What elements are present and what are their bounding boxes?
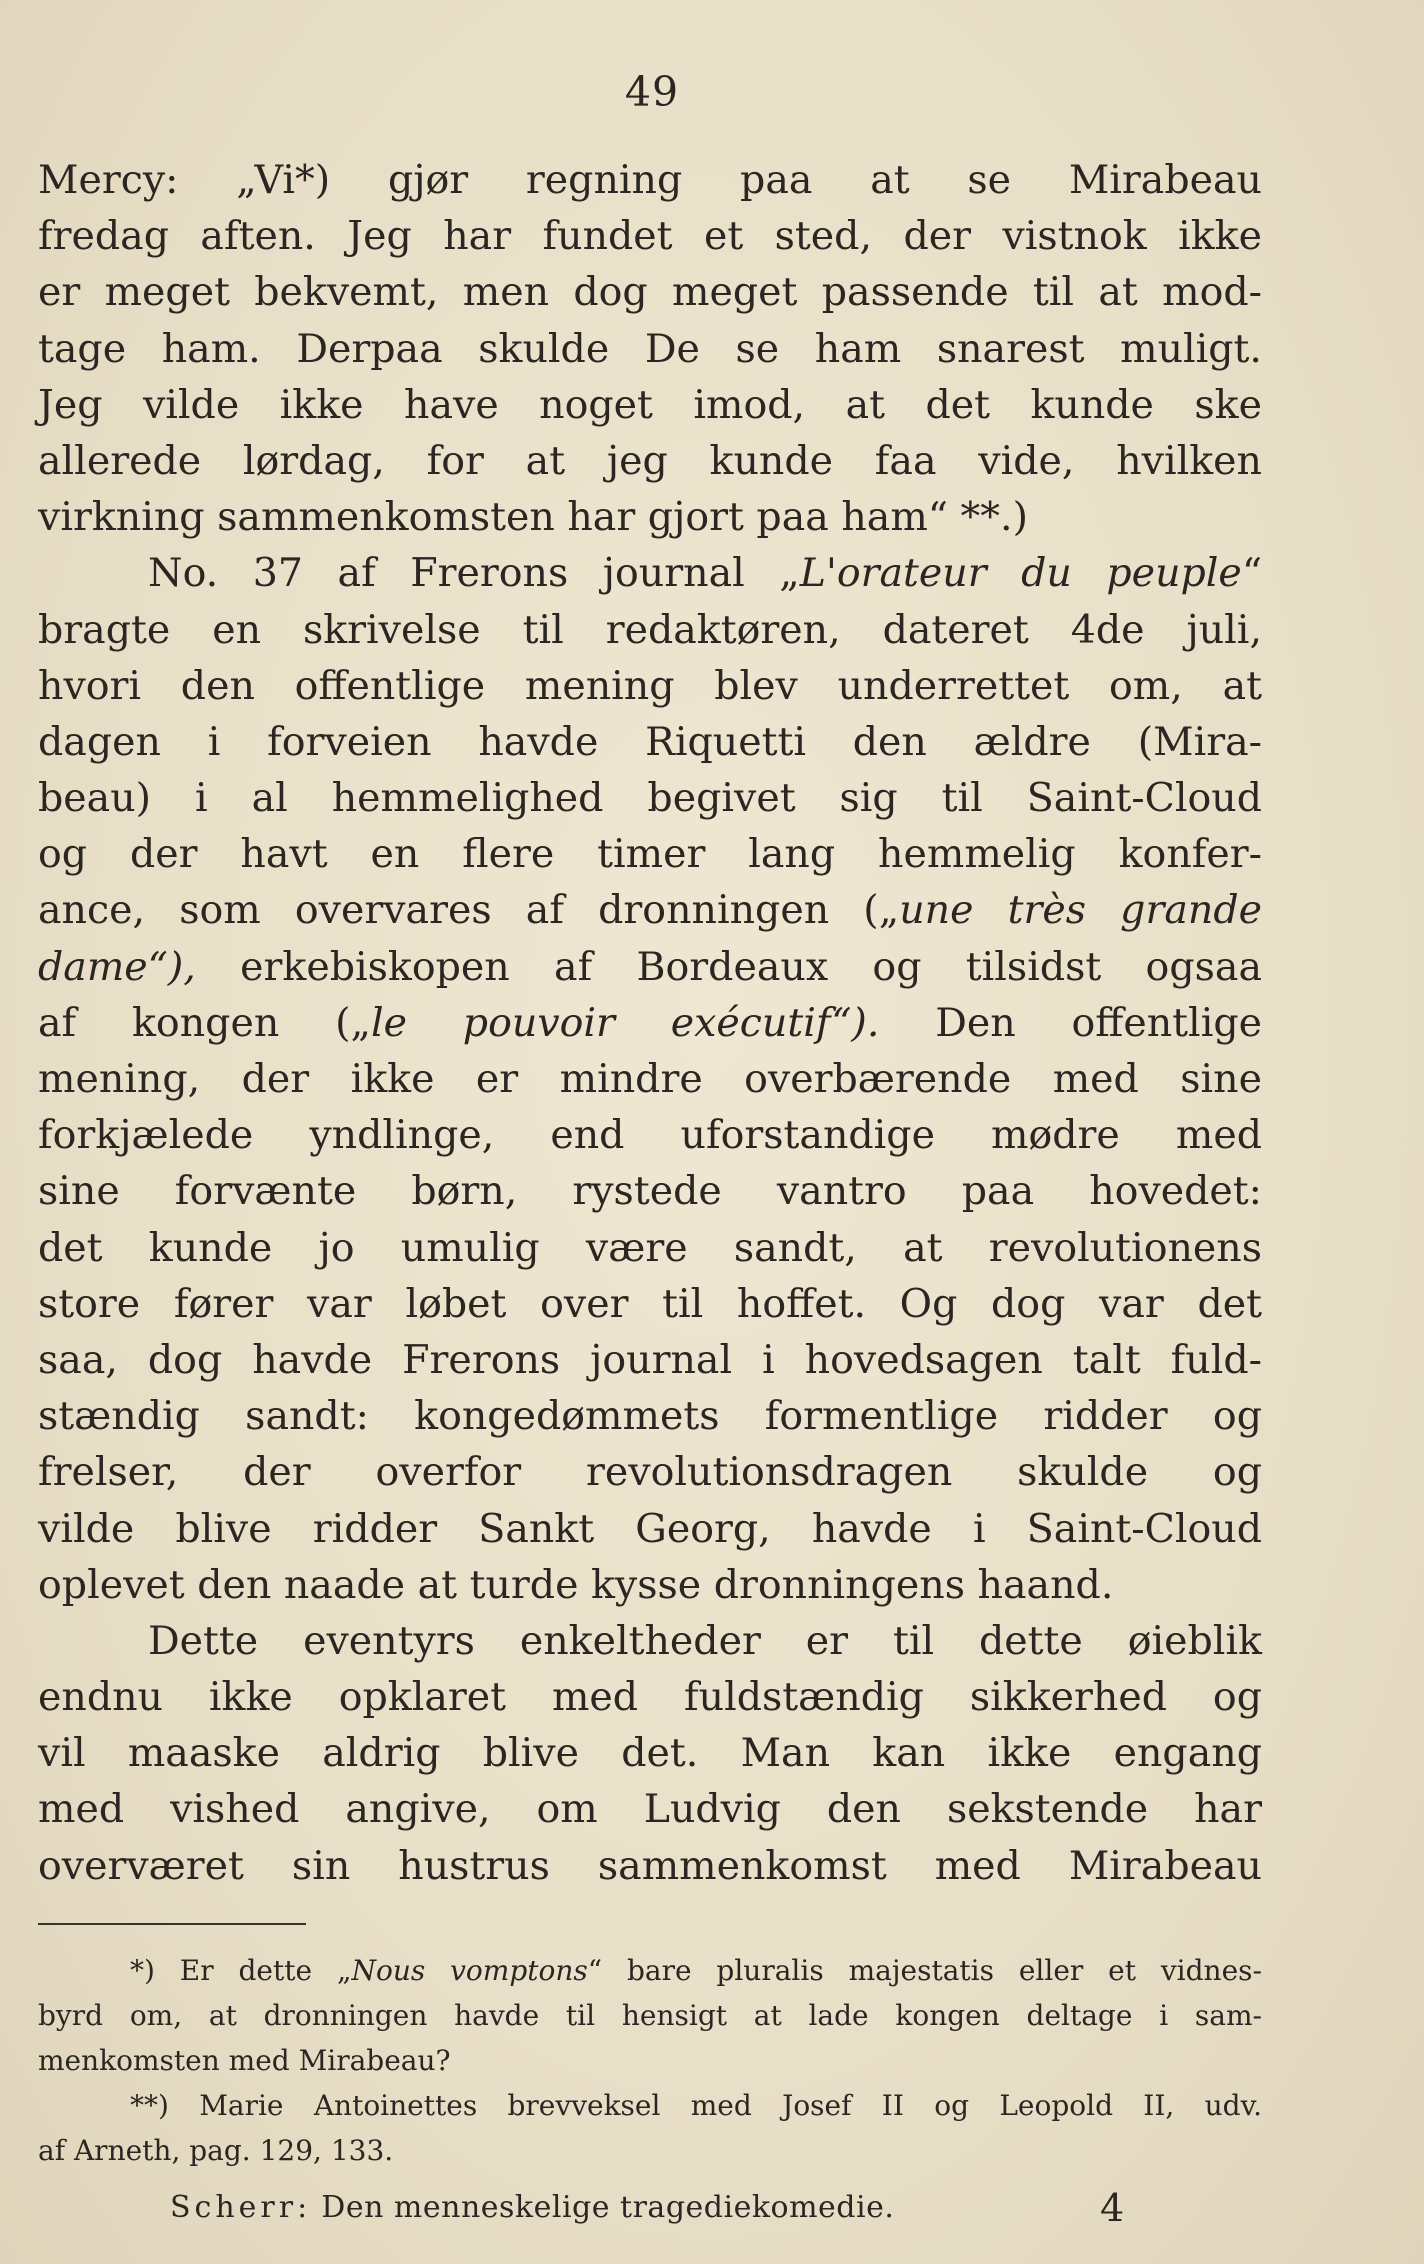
footnote-line: **) Marie Antoinettes brevveksel med Josef II og Leopold II, udv. — [130, 2089, 1262, 2122]
text-line — [38, 545, 1262, 601]
text-line — [38, 882, 1262, 938]
italic-segment: dame“), — [38, 943, 241, 990]
text-line: det kunde jo umulig være sandt, at revolutionens — [38, 1224, 1262, 1271]
body-text — [38, 152, 1262, 1894]
footnotes — [38, 1948, 1262, 2173]
italic-segment: L'orateur du peuple — [799, 550, 1242, 597]
text-line: frelser, der overfor revolutionsdragen skulde og — [38, 1449, 1262, 1496]
italic-segment: le pouvoir exécutif“). — [370, 999, 880, 1046]
text-line: Mercy: „Vi*) gjør regning paa at se Mirabeau — [38, 157, 1262, 203]
text-segment: “ bare pluralis majestatis eller et vidnes- — [587, 1954, 1262, 1987]
page-number: 49 — [624, 68, 680, 116]
italic-segment: Nous vomptons — [351, 1954, 588, 1987]
footnote-line — [38, 1948, 1262, 1993]
text-line: vil maaske aldrig blive det. Man kan ikke engang — [38, 1730, 1262, 1777]
text-line: sine forvænte børn, rystede vantro paa hovedet: — [38, 1168, 1262, 1215]
text-line: saa, dog havde Frerons journal i hovedsagen talt fuld- — [38, 1336, 1262, 1383]
sheet-number: 4 — [1100, 2186, 1125, 2230]
text-line: hvori den offentlige mening blev underrettet om, at — [38, 662, 1262, 709]
text-line: tage ham. Derpaa skulde De se ham snarest muligt. — [38, 325, 1262, 372]
text-line: virkning sammenkomsten har gjort paa ham“ **.) — [38, 494, 1029, 541]
text-line: og der havt en flere timer lang hemmelig konfer- — [38, 831, 1262, 878]
italic-segment: une très grande — [899, 887, 1262, 934]
footnote-line: byrd om, at dronningen havde til hensigt at lade kongen deltage i sam- — [38, 1999, 1262, 2032]
signature-title: Den menneskelige tragediekomedie. — [321, 2190, 895, 2225]
text-segment: erkebiskopen af Bordeaux og tilsidst ogsaa — [240, 943, 1262, 990]
footnote-divider — [38, 1923, 306, 1925]
text-line: oplevet den naade at turde kysse dronningens haand. — [38, 1561, 1114, 1608]
signature-author: Scherr: — [170, 2190, 312, 2225]
text-segment: *) Er dette „ — [130, 1954, 352, 1987]
text-line: overværet sin hustrus sammenkomst med Mirabeau — [38, 1842, 1262, 1889]
text-line: dagen i forveien havde Riquetti den ældre (Mira- — [38, 718, 1262, 765]
text-line: allerede lørdag, for at jeg kunde faa vide, hvilken — [38, 437, 1262, 484]
text-segment: “ — [1241, 550, 1263, 597]
text-segment: af kongen („ — [38, 999, 371, 1046]
text-line: er meget bekvemt, men dog meget passende til at mod- — [38, 269, 1262, 316]
text-line: med vished angive, om Ludvig den sekstende har — [38, 1786, 1262, 1833]
text-line — [38, 995, 1262, 1051]
printer-signature — [170, 2190, 894, 2225]
footnote-line: af Arneth, pag. 129, 133. — [38, 2134, 394, 2167]
text-line: stændig sandt: kongedømmets formentlige ridder og — [38, 1393, 1262, 1440]
text-line: fredag aften. Jeg har fundet et sted, der vistnok ikke — [38, 213, 1262, 260]
text-line: beau) i al hemmelighed begivet sig til Saint-Cloud — [38, 775, 1262, 822]
text-line — [38, 939, 1262, 995]
text-line: Jeg vilde ikke have noget imod, at det kunde ske — [38, 381, 1262, 428]
text-line: endnu ikke opklaret med fuldstændig sikkerhed og — [38, 1674, 1262, 1721]
text-line: vilde blive ridder Sankt Georg, havde i Saint-Cloud — [38, 1505, 1262, 1552]
text-segment: ance, som overvares af dronningen („ — [38, 887, 900, 934]
text-line: forkjælede yndlinge, end uforstandige mødre med — [38, 1112, 1262, 1159]
text-segment: No. 37 af Frerons journal „ — [148, 550, 800, 597]
text-segment: Den offentlige — [879, 999, 1262, 1046]
text-line: store fører var løbet over til hoffet. Og dog var det — [38, 1280, 1262, 1327]
text-line: Dette eventyrs enkeltheder er til dette øieblik — [148, 1617, 1262, 1664]
text-line: mening, der ikke er mindre overbærende med sine — [38, 1056, 1262, 1102]
text-line: bragte en skrivelse til redaktøren, dateret 4de juli, — [38, 606, 1262, 653]
footnote-line: menkomsten med Mirabeau? — [38, 2044, 451, 2077]
